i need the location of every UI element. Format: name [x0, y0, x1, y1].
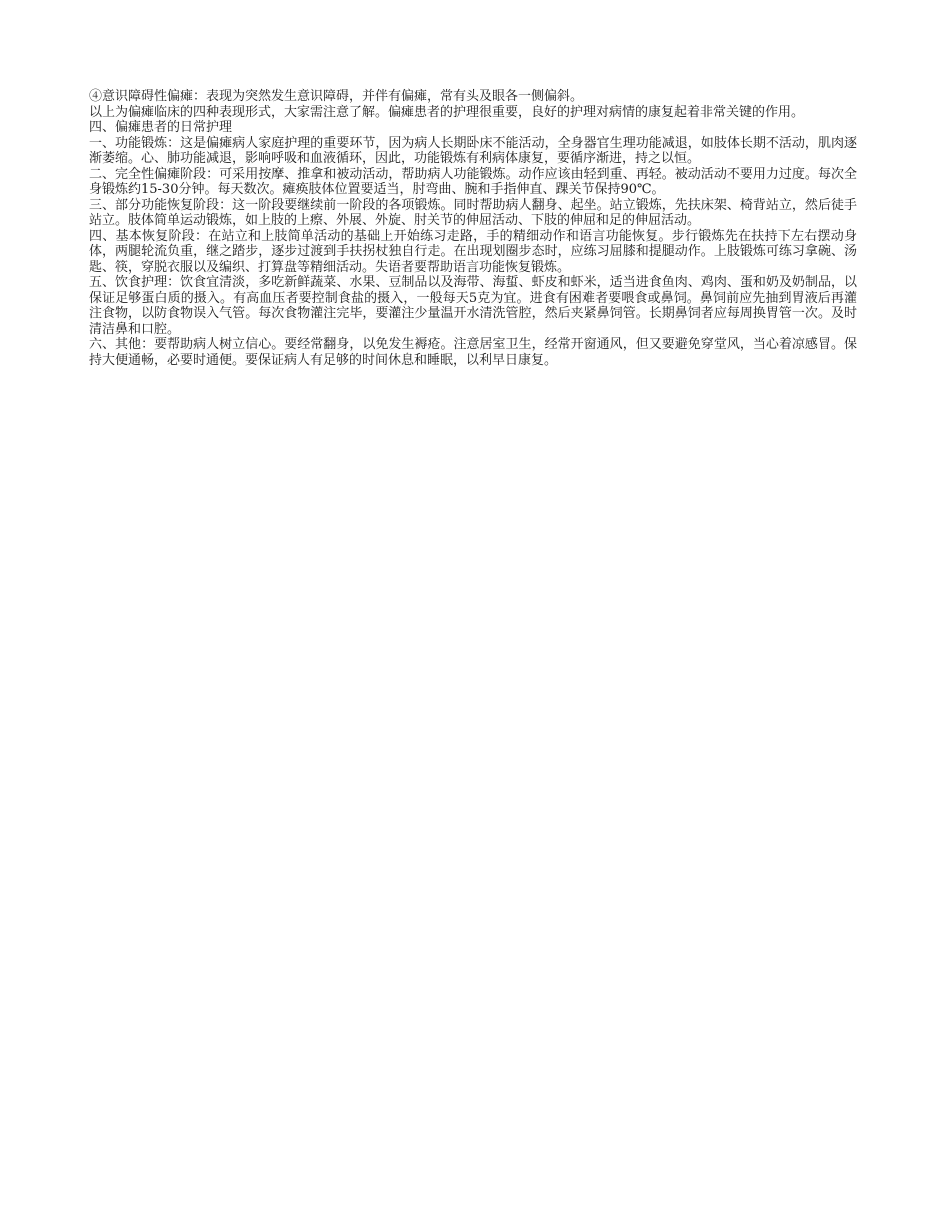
paragraph-partial-recovery-stage: 三、部分功能恢复阶段：这一阶段要继续前一阶段的各项锻炼。同时帮助病人翻身、起坐。站立锻炼，先扶床架、椅背站立，然后徒手站立。肢体简单运动锻炼，如上肢的上瘵、外展、外旋、肘关节的伸屈活动、下肢的伸屈和足的伸屈活动。	[89, 197, 857, 228]
paragraph-summary: 以上为偏瘫临床的四种表现形式，大家需注意了解。偏瘫患者的护理很重要，良好的护理对病情的康复起着非常关键的作用。	[89, 104, 805, 120]
paragraph-basic-recovery-stage: 四、基本恢复阶段：在站立和上肢简单活动的基础上开始练习走路，手的精细动作和语言功能恢复。步行锻炼先在扶持下左右摆动身体，两腿轮流负重，继之踏步，逐步过渡到手扶拐杖独自行走。在出现划圈步态时，应练习屈膝和提腿动作。上肢锻炼可练习拿碗、汤匙、筷，穿脱衣服以及编织、打算盘等精细活动。失语者要帮助语言功能恢复锻炼。	[89, 228, 857, 275]
paragraph-diet-care: 五、饮食护理：饮食宜清淡，多吃新鲜蔬菜、水果、豆制品以及海带、海蜇、虾皮和虾米，适当进食鱼肉、鸡肉、蛋和奶及奶制品，以保证足够蛋白质的摄入。有高血压者要控制食盐的摄入，一般每天5克为宜。进食有困难者要喂食或鼻饲。鼻饲前应先抽到胃液后再灌注食物，以防食物误入气管。每次食物灌注完毕，要灌注少量温开水清洗管腔，然后夹紧鼻饲管。长期鼻饲者应每周换胃管一次。及时清洁鼻和口腔。	[89, 275, 857, 337]
document-body	[89, 89, 857, 368]
section-heading-daily-care: 四、偏瘫患者的日常护理	[89, 120, 233, 135]
paragraph-complete-hemiplegia-stage: 二、完全性偏瘫阶段：可采用按摩、推拿和被动活动，帮助病人功能锻炼。动作应该由轻到重、再轻。被动活动不要用力过度。每次全身锻炼约15-30分钟。每天数次。瘫痪肢体位置要适当，肘弯曲、腕和手指伸直、踝关节保持90℃。	[89, 166, 857, 197]
paragraph-other-care: 六、其他：要帮助病人树立信心。要经常翻身，以免发生褥疮。注意居室卫生，经常开窗通风，但又要避免穿堂风，当心着凉感冒。保持大便通畅，必要时通便。要保证病人有足够的时间休息和睡眠，以利早日康复。	[89, 337, 857, 368]
paragraph-consciousness-hemiplegia: ④意识障碍性偏瘫：表现为突然发生意识障碍，并伴有偏瘫，常有头及眼各一侧偏斜。	[89, 89, 584, 104]
paragraph-functional-exercise: 一、功能锻炼：这是偏瘫病人家庭护理的重要环节，因为病人长期卧床不能活动，全身器官生理功能减退，如肢体长期不活动，肌肉逐渐萎缩。心、肺功能减退，影响呼吸和血液循环，因此，功能锻炼有利病体康复，要循序渐进，持之以恒。	[89, 135, 857, 166]
